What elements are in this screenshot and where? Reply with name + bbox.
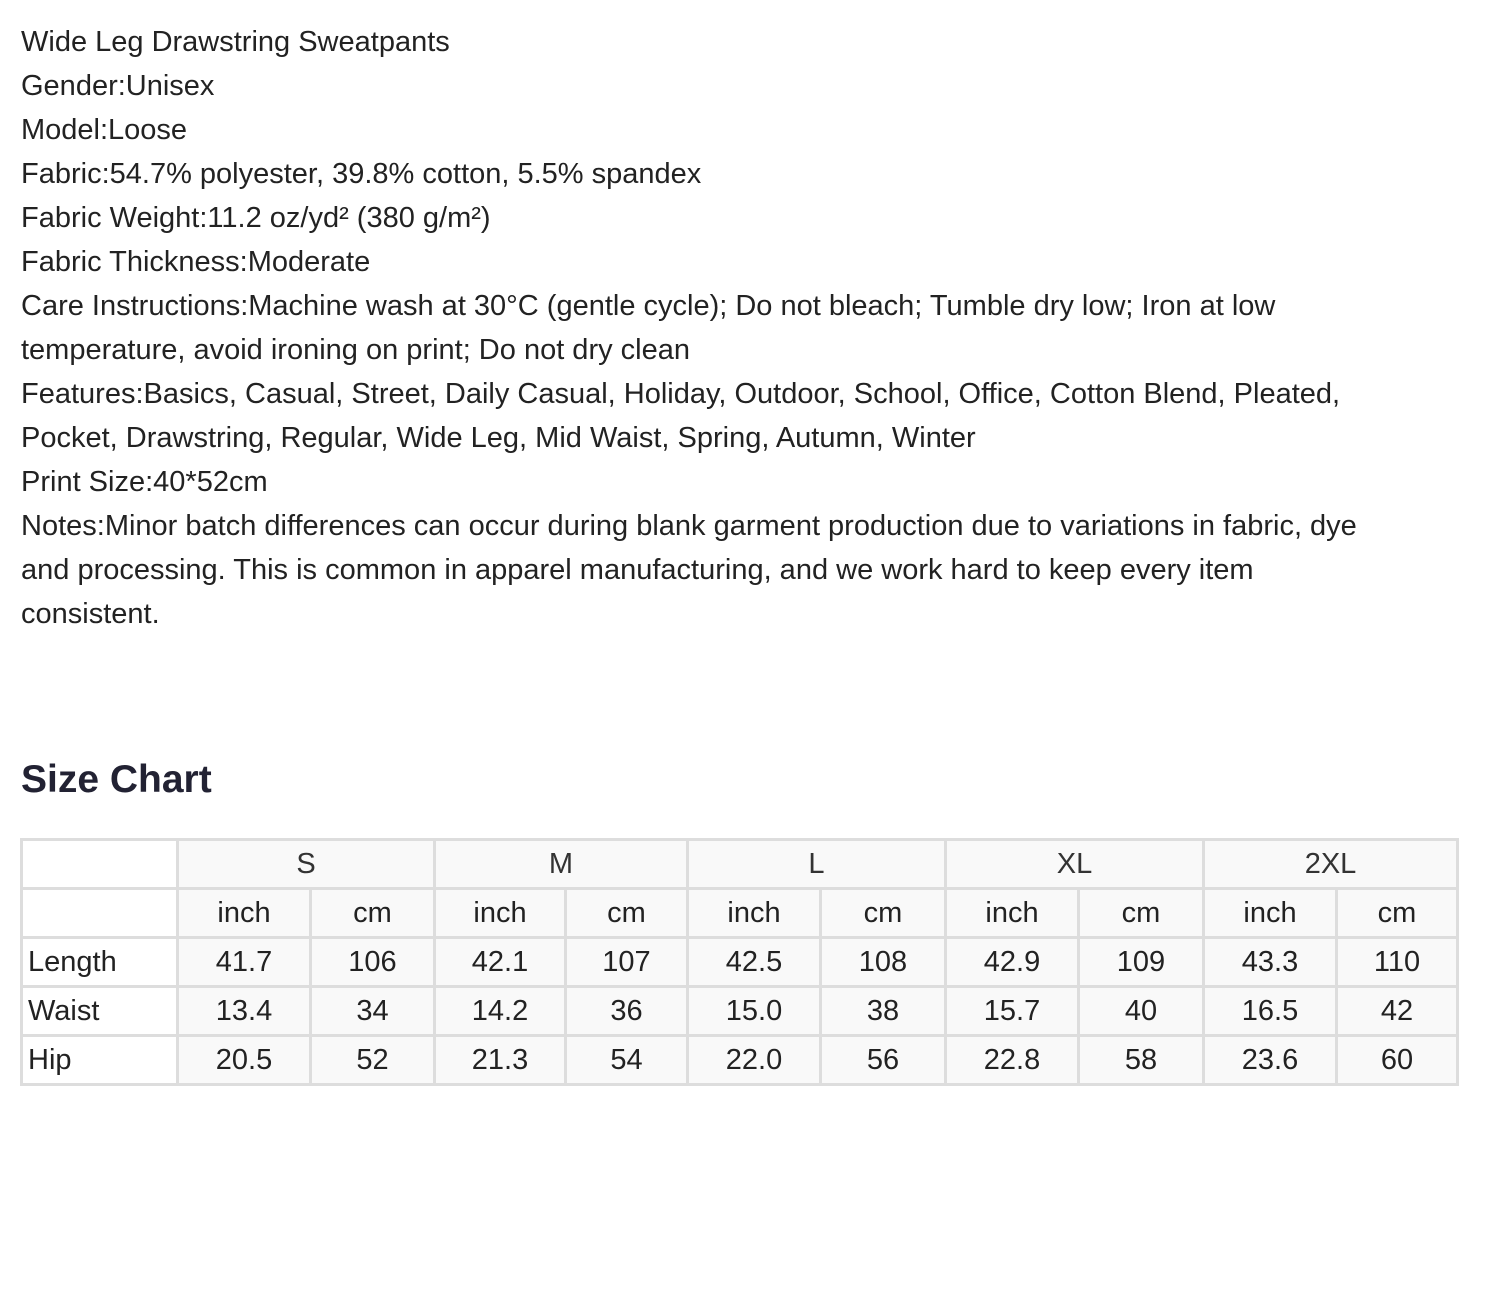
size-header-s: S <box>178 840 435 889</box>
print-size-line: Print Size:40*52cm <box>21 466 268 498</box>
table-cell: 15.0 <box>688 987 821 1036</box>
features-line-1: Features:Basics, Casual, Street, Daily Casual, Holiday, Outdoor, School, Office, Cotton Blend, Pleated, <box>21 378 1341 410</box>
unit-header: cm <box>1337 889 1458 938</box>
size-chart-heading: Size Chart <box>21 758 212 801</box>
table-cell: 60 <box>1337 1036 1458 1085</box>
unit-header-row <box>22 889 1458 938</box>
table-cell: 107 <box>566 938 688 987</box>
table-cell: 42.9 <box>946 938 1079 987</box>
care-instructions-line-2: temperature, avoid ironing on print; Do not dry clean <box>21 334 690 366</box>
table-cell: 108 <box>821 938 946 987</box>
table-cell: 14.2 <box>435 987 566 1036</box>
size-header-xl: XL <box>946 840 1204 889</box>
size-chart-table <box>20 838 1459 1086</box>
table-cell: 21.3 <box>435 1036 566 1085</box>
size-header-2xl: 2XL <box>1204 840 1458 889</box>
table-cell: 36 <box>566 987 688 1036</box>
features-line-2: Pocket, Drawstring, Regular, Wide Leg, Mid Waist, Spring, Autumn, Winter <box>21 422 976 454</box>
table-cell: 106 <box>311 938 435 987</box>
unit-header: inch <box>435 889 566 938</box>
table-cell: 23.6 <box>1204 1036 1337 1085</box>
table-cell: 42.1 <box>435 938 566 987</box>
corner-cell <box>22 840 178 889</box>
table-cell: 42 <box>1337 987 1458 1036</box>
table-cell: 40 <box>1079 987 1204 1036</box>
table-cell: 22.8 <box>946 1036 1079 1085</box>
fabric-line: Fabric:54.7% polyester, 39.8% cotton, 5.5% spandex <box>21 158 702 190</box>
table-cell: 110 <box>1337 938 1458 987</box>
size-header-m: M <box>435 840 688 889</box>
model-line: Model:Loose <box>21 114 188 146</box>
table-cell: 52 <box>311 1036 435 1085</box>
unit-header: cm <box>566 889 688 938</box>
table-cell: 38 <box>821 987 946 1036</box>
table-cell: 43.3 <box>1204 938 1337 987</box>
table-row-hip <box>22 1036 1458 1085</box>
table-cell: 41.7 <box>178 938 311 987</box>
unit-header: cm <box>311 889 435 938</box>
care-instructions-line-1: Care Instructions:Machine wash at 30°C (gentle cycle); Do not bleach; Tumble dry low; Iron at low <box>21 290 1276 322</box>
notes-line-3: consistent. <box>21 598 160 630</box>
unit-header: cm <box>821 889 946 938</box>
table-cell: 58 <box>1079 1036 1204 1085</box>
corner-cell <box>22 889 178 938</box>
row-label: Length <box>22 938 178 987</box>
product-title: Wide Leg Drawstring Sweatpants <box>21 26 450 58</box>
unit-header: inch <box>946 889 1079 938</box>
table-cell: 34 <box>311 987 435 1036</box>
row-label: Hip <box>22 1036 178 1085</box>
notes-line-1: Notes:Minor batch differences can occur during blank garment production due to variations in fabric, dye <box>21 510 1357 542</box>
table-cell: 109 <box>1079 938 1204 987</box>
fabric-thickness-line: Fabric Thickness:Moderate <box>21 246 371 278</box>
table-cell: 22.0 <box>688 1036 821 1085</box>
table-row-length <box>22 938 1458 987</box>
unit-header: inch <box>178 889 311 938</box>
table-cell: 15.7 <box>946 987 1079 1036</box>
table-cell: 42.5 <box>688 938 821 987</box>
size-header-row <box>22 840 1458 889</box>
unit-header: inch <box>688 889 821 938</box>
unit-header: inch <box>1204 889 1337 938</box>
fabric-weight-line: Fabric Weight:11.2 oz/yd² (380 g/m²) <box>21 202 491 234</box>
unit-header: cm <box>1079 889 1204 938</box>
gender-line: Gender:Unisex <box>21 70 215 102</box>
size-header-l: L <box>688 840 946 889</box>
notes-line-2: and processing. This is common in apparel manufacturing, and we work hard to keep every item <box>21 554 1254 586</box>
product-details <box>21 20 1471 636</box>
table-cell: 54 <box>566 1036 688 1085</box>
table-cell: 56 <box>821 1036 946 1085</box>
table-cell: 13.4 <box>178 987 311 1036</box>
table-row-waist <box>22 987 1458 1036</box>
row-label: Waist <box>22 987 178 1036</box>
table-cell: 16.5 <box>1204 987 1337 1036</box>
table-cell: 20.5 <box>178 1036 311 1085</box>
